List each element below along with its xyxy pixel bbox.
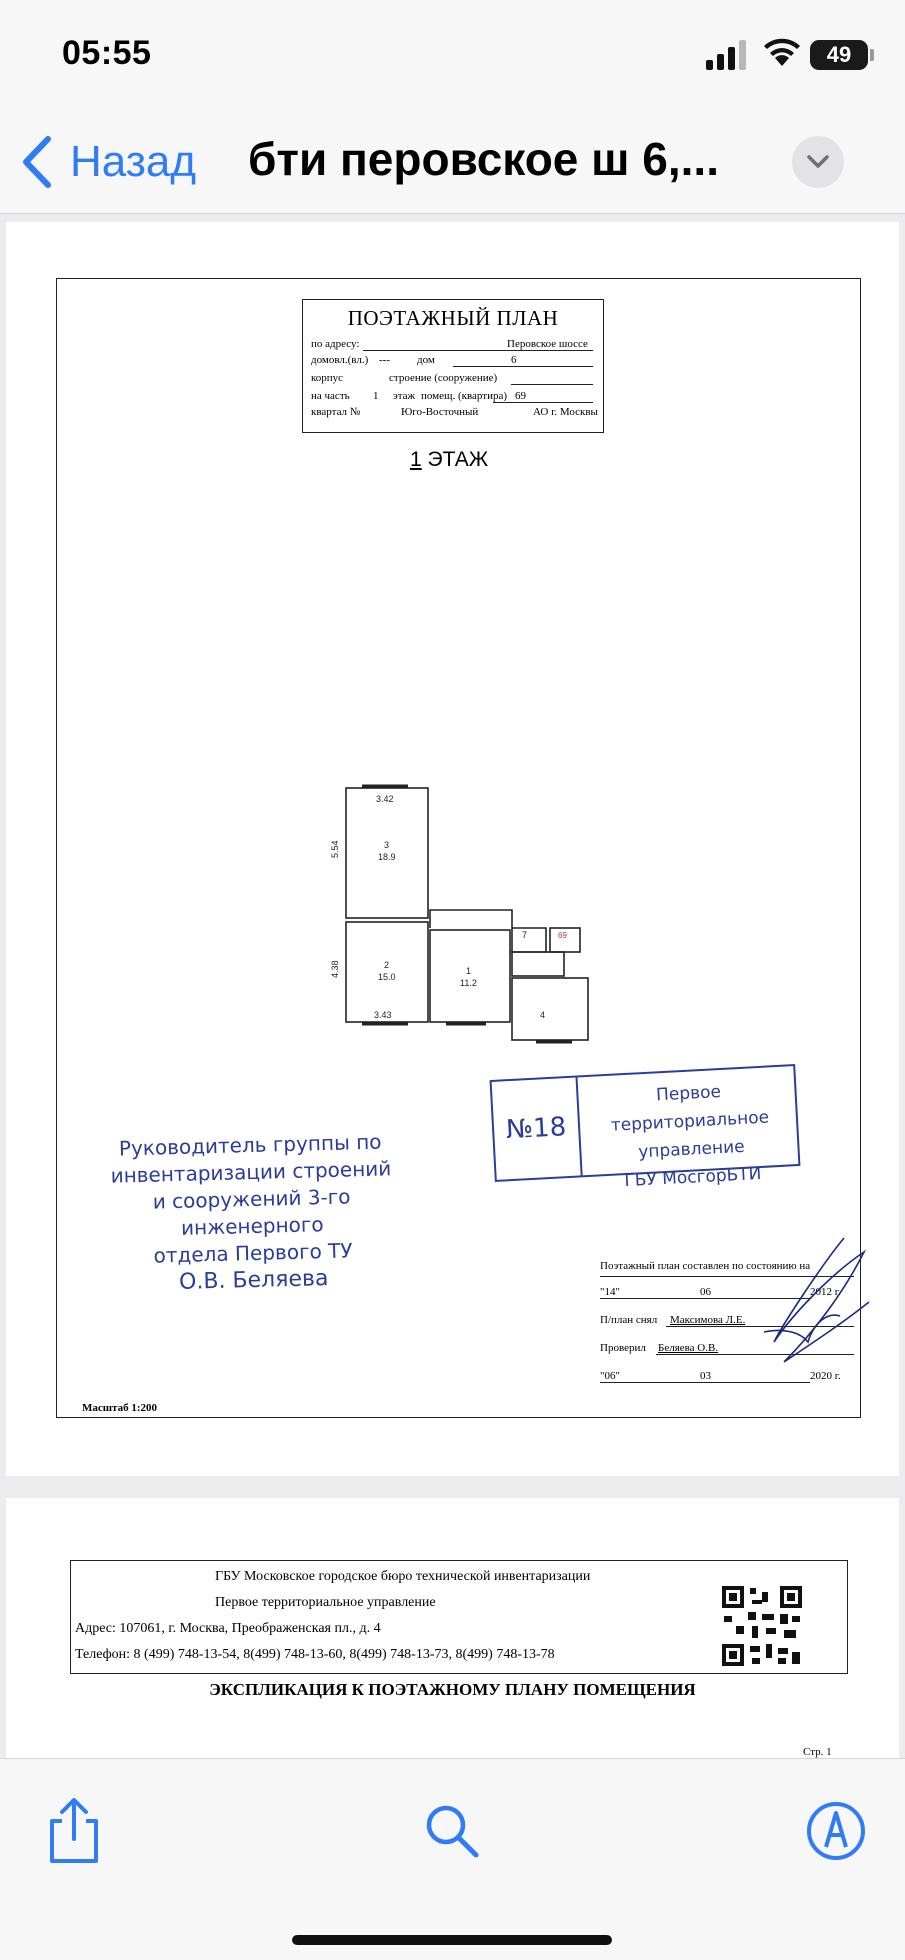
stamp-dom-value: 6 — [511, 354, 517, 366]
note-line: и сооружений 3-го инженерного — [152, 1184, 351, 1240]
official-signature-note — [90, 1128, 414, 1298]
signoff-month: 06 — [700, 1286, 711, 1298]
stamp-korpus-row — [311, 372, 498, 384]
stamp-dom-label: дом — [417, 354, 435, 366]
floor-number: 1 — [410, 448, 422, 471]
signoff-label: Проверил — [600, 1342, 646, 1354]
signoff-date-row — [600, 1286, 620, 1298]
status-bar — [0, 0, 905, 110]
underline — [493, 402, 593, 403]
document-title[interactable]: бти перовское ш 6,... — [248, 133, 719, 185]
chevron-down-icon — [805, 153, 831, 171]
wifi-icon — [762, 36, 802, 68]
signoff-day: "14" — [600, 1286, 620, 1298]
stamp-chast-row — [311, 390, 526, 402]
room-number: 2 — [384, 960, 390, 970]
battery-cap — [870, 49, 874, 61]
page-1 — [6, 222, 899, 1476]
stamp-ao-label: АО г. Москвы — [533, 406, 598, 418]
dim-label: 5.54 — [330, 840, 340, 858]
stamp-address-row — [311, 338, 588, 350]
page-number: Стр. 1 — [803, 1746, 832, 1758]
signoff-day: "06" — [600, 1370, 620, 1382]
page-2 — [6, 1498, 899, 1758]
navigation-bar — [0, 110, 905, 214]
document-viewer[interactable] — [0, 214, 905, 1758]
signoff-year: 2012 г. — [810, 1286, 841, 1298]
signoff-month: 03 — [700, 1370, 711, 1382]
room-7-outline — [430, 910, 546, 952]
room-4-outline — [512, 978, 588, 1040]
underline — [600, 1382, 810, 1383]
chevron-left-icon — [18, 135, 56, 189]
signoff-name: Беляева О.В. — [658, 1342, 719, 1354]
floor-plan-drawing — [326, 762, 606, 1062]
room-area: 18.9 — [378, 852, 396, 862]
dim-label: 3.42 — [376, 794, 394, 804]
room-number: 3 — [384, 840, 390, 850]
signoff-line: Поэтажный план составлен по состоянию на — [600, 1260, 811, 1272]
plan-header-stamp — [302, 299, 604, 433]
stamp-address-label: по адресу: — [311, 338, 360, 350]
stamp-kvartal-label: квартал № — [311, 406, 361, 418]
home-indicator[interactable] — [292, 1935, 612, 1945]
markup-icon — [800, 1795, 872, 1867]
search-button[interactable] — [416, 1795, 488, 1867]
room-number: 7 — [522, 930, 528, 940]
stamp-etazh-label: этаж — [393, 390, 416, 402]
bath-outline — [512, 952, 564, 976]
dim-label: 4.38 — [330, 960, 340, 978]
signoff-name: Максимова Л.Е. — [670, 1314, 746, 1326]
scale-label: Масштаб 1:200 — [82, 1402, 158, 1414]
stamp-kvartal-value: Юго-Восточный — [401, 406, 479, 418]
cellular-signal-icon — [706, 40, 752, 70]
share-button[interactable] — [38, 1795, 110, 1867]
stamp-kvartal-row — [311, 406, 598, 418]
handwritten-signature — [744, 1232, 874, 1372]
stamp-pomesh-value: 69 — [515, 390, 526, 402]
dim-label: 3.43 — [374, 1010, 392, 1020]
status-time: 05:55 — [62, 34, 152, 72]
stamp-chast-label: на часть — [311, 390, 350, 402]
stamp-title: ПОЭТАЖНЫЙ ПЛАН — [347, 306, 559, 330]
stamp-address-value: Перовское шоссе — [507, 338, 588, 350]
note-line: Руководитель группы по — [118, 1129, 382, 1161]
note-line: отдела Первого ТУ — [153, 1238, 353, 1268]
bottom-toolbar — [0, 1758, 905, 1960]
stamp-number: №18 — [492, 1077, 583, 1179]
stamp-domovl-value: --- — [379, 354, 390, 366]
underline — [511, 384, 593, 385]
stamp-org — [582, 1074, 800, 1197]
room-1-outline — [430, 930, 510, 1022]
room-area: 15.0 — [378, 972, 396, 982]
note-name: О.В. Беляева — [178, 1266, 329, 1295]
bti-stamp — [490, 1064, 801, 1192]
note-line: инвентаризации строений — [110, 1156, 392, 1188]
stamp-chast-value: 1 — [373, 390, 379, 402]
back-button[interactable] — [18, 130, 196, 194]
stamp-pomesh-label: помещ. (квартира) — [421, 390, 508, 402]
stamp-org-line: ГБУ МосгорБТИ — [623, 1163, 762, 1192]
qr-code — [722, 1586, 802, 1666]
letterhead-address: Адрес: 107061, г. Москва, Преображенская пл., д. 4 — [75, 1621, 381, 1636]
room-area: 11.2 — [460, 978, 477, 988]
stamp-org-line: Первое территориальное — [610, 1081, 770, 1136]
title-menu-button[interactable] — [792, 136, 844, 188]
back-label: Назад — [70, 137, 197, 186]
signoff-label: П/план снял — [600, 1314, 658, 1326]
share-icon — [38, 1795, 110, 1867]
stamp-stroenie-label: строение (сооружение) — [389, 372, 498, 384]
markup-button[interactable] — [800, 1795, 872, 1867]
letterhead-dept: Первое территориальное управление — [215, 1595, 436, 1610]
letterhead-org: ГБУ Московское городское бюро технической инвентаризации — [215, 1569, 591, 1584]
letterhead-phones: Телефон: 8 (499) 748-13-54, 8(499) 748-13-60, 8(499) 748-13-73, 8(499) 748-13-78 — [75, 1647, 555, 1662]
battery-icon: 49 — [810, 40, 868, 70]
stamp-domovl-label: домовл.(вл.) — [311, 354, 369, 366]
underline — [363, 350, 593, 351]
floor-word: ЭТАЖ — [427, 448, 489, 471]
stamp-korpus-label: корпус — [311, 372, 344, 384]
stamp-domovl-row — [311, 354, 517, 366]
stamp-org-line: управление — [637, 1136, 746, 1163]
room-number: 1 — [466, 966, 472, 976]
signoff-year: 2020 г. — [810, 1370, 841, 1382]
explication-title: ЭКСПЛИКАЦИЯ К ПОЭТАЖНОМУ ПЛАНУ ПОМЕЩЕНИЯ — [209, 1680, 696, 1699]
floor-label — [410, 448, 488, 472]
search-icon — [416, 1795, 488, 1867]
room-number: 4 — [540, 1010, 546, 1020]
underline — [453, 366, 593, 367]
apartment-mark: 69 — [558, 931, 567, 940]
